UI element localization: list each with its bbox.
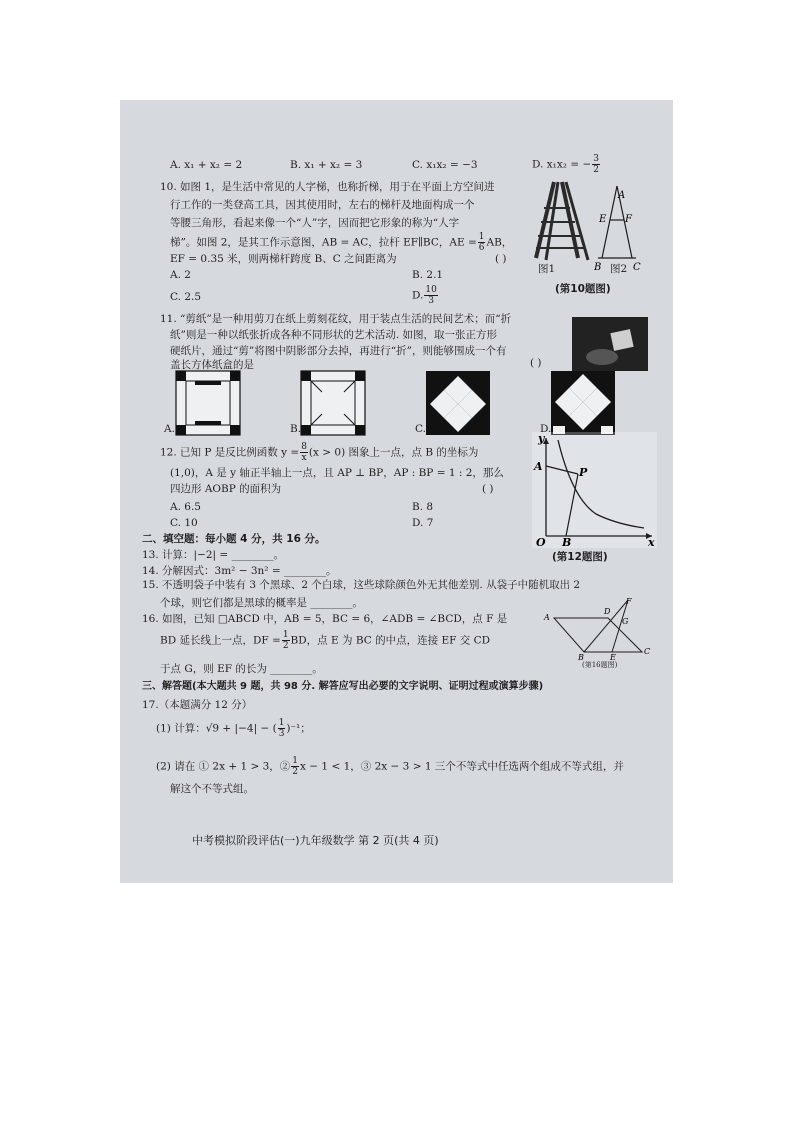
- q11-line-4: 盖长方体纸盒的是: [170, 359, 254, 371]
- fraction-denominator: 3: [428, 296, 434, 306]
- q11-paper-photo: [572, 317, 648, 371]
- q10-answer-paren: ( ): [495, 253, 507, 265]
- q13: 13. 计算：|−2| = ________。: [142, 549, 285, 561]
- q10-option-b: B. 2.1: [412, 269, 444, 281]
- q12-fraction: [300, 442, 308, 463]
- pt-f-label: F: [626, 597, 632, 606]
- pt-p-label: P: [579, 466, 588, 479]
- q11-option-d: D.: [540, 423, 552, 435]
- pt-d-label: D: [604, 607, 611, 616]
- q11-answer-paren: ( ): [530, 357, 542, 369]
- q12-line-1-post: (x > 0) 图象上一点，点 B 的坐标为: [308, 446, 479, 459]
- q17-part-2-post: x − 1 < 1，③ 2x − 3 > 1 三个不等式中任选两个组成不等式组，并: [300, 760, 624, 773]
- fraction-numerator: 1: [292, 756, 299, 766]
- fraction-denominator: 6: [478, 243, 485, 253]
- q16-line-3: 于点 G，则 EF 的长为 ________。: [160, 663, 323, 675]
- q12-line-3: 四边形 AOBP 的面积为: [170, 483, 282, 495]
- q14: 14. 分解因式：3m² − 3n² = ________。: [142, 565, 337, 577]
- pt-b-label: B: [562, 536, 572, 548]
- q9-option-d-fraction: [592, 154, 600, 175]
- q9-option-d-prefix: D. x₁x₂ = −: [532, 158, 592, 171]
- q10-fraction: [478, 232, 486, 253]
- ladder-photo: [536, 182, 588, 260]
- q11-line-1: 11. “剪纸”是一种用剪刀在纸上剪刻花纹，用于装点生活的民间艺术；而“折: [160, 313, 512, 325]
- q12-answer-paren: ( ): [482, 483, 494, 495]
- q12-caption: (第12题图): [552, 551, 608, 563]
- q17-part-2-fraction: [291, 756, 299, 777]
- q12-option-d: D. 7: [412, 517, 434, 529]
- pt-c-label: C: [644, 647, 651, 656]
- q16-line-2-post: BD，点 E 为 BC 的中点，连接 EF 交 CD: [290, 634, 491, 647]
- fraction-denominator: 2: [292, 767, 299, 777]
- q17-part-1-fraction: [278, 718, 286, 739]
- q16-fraction: [282, 630, 290, 651]
- section-2-heading: 二、填空题：每小题 4 分，共 16 分。: [142, 533, 326, 545]
- q12-line-1: [160, 442, 478, 463]
- q17-part-1: [156, 718, 311, 739]
- fraction-numerator: 1: [478, 232, 485, 242]
- q16-line-2-pre: BD 延长线上一点，DF =: [160, 634, 281, 647]
- q11-option-a: A.: [164, 423, 175, 435]
- q9-option-c: C. x₁x₂ = −3: [412, 159, 478, 171]
- q9-option-d: [532, 154, 601, 175]
- q12-option-a: A. 6.5: [170, 501, 201, 513]
- q16-parallelogram-figure: [542, 596, 654, 664]
- q10-option-d-prefix: D.: [412, 289, 424, 302]
- q11-option-c-figure: [425, 370, 491, 436]
- q10-line-1: 10. 如图 1，是生活中常见的人字梯，也称折梯，用于在平面上方空间进: [160, 181, 495, 193]
- q11-line-2: 纸”则是一种以纸张折成各种不同形状的艺术活动. 如图，取一张正方形: [170, 329, 498, 341]
- q9-option-b: B. x₁ + x₂ = 3: [290, 159, 363, 171]
- q10-caption: (第10题图): [555, 283, 611, 295]
- pt-b-label: B: [578, 653, 584, 662]
- pt-f-label: F: [625, 214, 632, 225]
- q10-option-d: [412, 285, 439, 306]
- q10-line-5: EF = 0.35 米，则两梯杆跨度 B、C 之间距离为: [170, 253, 397, 265]
- q15-line-2: 个球，则它们都是黑球的概率是 ________。: [160, 597, 363, 609]
- q11-option-b-figure: [300, 370, 366, 436]
- fraction-denominator: 2: [282, 641, 289, 651]
- q10-line-4-pre: 梯”。如图 2，是其工作示意图，AB = AC，拉杆 EF∥BC，AE =: [170, 236, 477, 249]
- pt-a-label: A: [544, 613, 550, 622]
- q16-line-2: [160, 630, 490, 651]
- x-axis-label: x: [648, 536, 655, 548]
- q10-fig2-label: 图2: [610, 263, 628, 275]
- q11-option-a-figure: [175, 370, 241, 436]
- q12-option-b: B. 8: [412, 501, 434, 513]
- q17-title: 17.（本题满分 12 分）: [142, 699, 253, 711]
- fraction-numerator: 1: [282, 630, 289, 640]
- q16-caption: (第16题图): [582, 661, 618, 669]
- q12-graph: [532, 432, 657, 548]
- q15-line-1: 15. 不透明袋子中装有 3 个黑球、2 个白球，这些球除颜色外无其他差别. 从袋子中随机取出 2: [142, 579, 581, 591]
- q10-line-4: [170, 232, 512, 253]
- pt-c-label: C: [633, 262, 641, 273]
- q17-part-1-post: )⁻¹；: [286, 722, 311, 735]
- fraction-numerator: 3: [593, 154, 599, 164]
- pt-a-label: A: [618, 190, 626, 201]
- q10-fig1-label: 图1: [538, 263, 556, 275]
- fraction-denominator: x: [301, 453, 307, 463]
- q11-option-c: C.: [415, 423, 426, 435]
- pt-a-label: A: [534, 460, 543, 473]
- page-footer: 中考模拟阶段评估(一)九年级数学 第 2 页(共 4 页): [192, 834, 439, 847]
- fraction-numerator: 10: [425, 285, 437, 295]
- q9-option-a: A. x₁ + x₂ = 2: [170, 159, 243, 171]
- pt-b-label: B: [594, 262, 602, 273]
- q10-option-c: C. 2.5: [170, 291, 202, 303]
- q10-line-3: 等腰三角形，看起来像一个“人”字，因而把它形象的称为“人字: [170, 217, 460, 229]
- q12-line-1-pre: 12. 已知 P 是反比例函数 y =: [160, 446, 300, 459]
- y-axis-label: y: [538, 432, 545, 445]
- fraction-denominator: 2: [593, 165, 599, 175]
- q10-option-d-fraction: [424, 285, 437, 306]
- q17-part-2-pre: (2) 请在 ① 2x + 1 > 3，②: [156, 760, 291, 773]
- fraction-denominator: 3: [278, 729, 285, 739]
- pt-g-label: G: [622, 617, 629, 626]
- q11-option-d-figure: [550, 370, 616, 436]
- exam-page-photo: [120, 100, 673, 883]
- fraction-numerator: 1: [278, 718, 285, 728]
- q17-part-2: [156, 756, 624, 777]
- q11-line-3: 硬纸片，通过“剪”将图中阴影部分去掉，再进行“折”，则能够围成一个有: [170, 345, 507, 357]
- q10-line-4-post: AB，: [486, 236, 513, 249]
- q17-part-1-pre: (1) 计算：√9 + |−4| − (: [156, 722, 277, 735]
- q12-line-2: (1,0)，A 是 y 轴正半轴上一点，且 AP ⊥ BP，AP : BP = 1 : 2，那么: [170, 467, 504, 479]
- q12-option-c: C. 10: [170, 517, 198, 529]
- fraction-numerator: 8: [301, 442, 307, 452]
- q17-part-2-line-2: 解这个不等式组。: [170, 783, 254, 795]
- section-3-heading: 三、解答题(本大题共 9 题，共 98 分. 解答应写出必要的文字说明、证明过程或演算步骤): [142, 681, 544, 692]
- origin-label: O: [536, 536, 546, 548]
- pt-e-label: E: [610, 653, 616, 662]
- q10-option-a: A. 2: [170, 269, 191, 281]
- pt-e-label: E: [599, 214, 607, 225]
- q10-line-2: 行工作的一类登高工具，因其使用时，左右的梯杆及地面构成一个: [170, 199, 475, 211]
- q16-line-1: 16. 如图，已知 □ABCD 中，AB = 5，BC = 6，∠ADB = ∠BCD，点 F 是: [142, 613, 508, 625]
- q11-option-b: B.: [290, 423, 302, 435]
